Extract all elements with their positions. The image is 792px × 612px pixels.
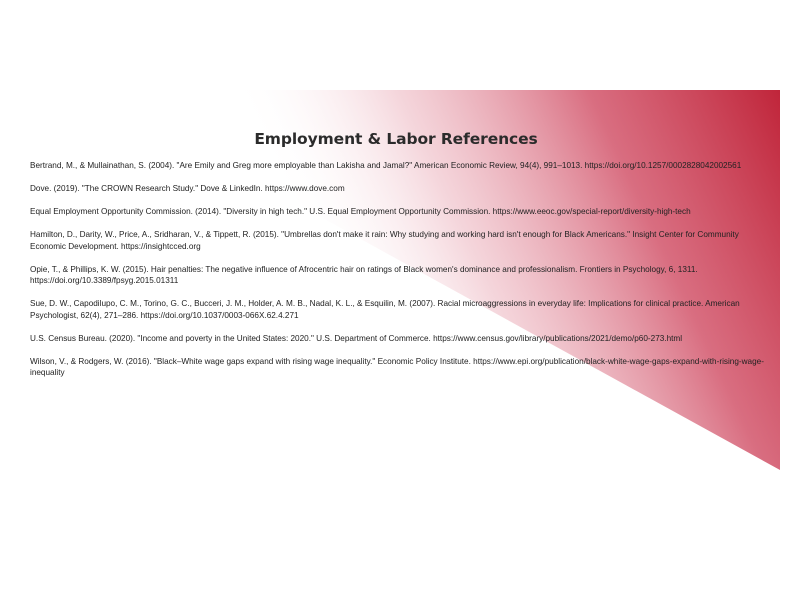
reference-item: Equal Employment Opportunity Commission. (2014). "Diversity in high tech." U.S. Equal Employment Opportunity Commission. https://www.eeoc.gov/special-report/diversity-high-tech: [30, 207, 691, 216]
reference-item: Wilson, V., & Rodgers, W. (2016). "Black–White wage gaps expand with rising wage inequality." Economic Policy Institute. https://www.epi.org/publication/black-white-wage-gaps-expand-with-rising-wage-inequality: [30, 356, 764, 377]
reference-item: Dove. (2019). "The CROWN Research Study." Dove & LinkedIn. https://www.dove.com: [30, 184, 345, 193]
reference-item: Hamilton, D., Darity, W., Price, A., Sridharan, V., & Tippett, R. (2015). "Umbrellas don't make it rain: Why studying and working hard isn't enough for Black Americans." Insight Center for Community Economic Development. https://insightcced.org: [30, 230, 739, 251]
reference-list: [30, 160, 770, 390]
page-title: Employment & Labor References: [254, 130, 538, 148]
reference-item: U.S. Census Bureau. (2020). "Income and poverty in the United States: 2020." U.S. Department of Commerce. https://www.census.gov/library/publications/2021/demo/p60-273.html: [30, 333, 683, 343]
reference-item: Bertrand, M., & Mullainathan, S. (2004). "Are Emily and Greg more employable than Lakisha and Jamal?" American Economic Review, 94(4), 991–1013. https://doi.org/10.1257/0002828042002561: [30, 161, 742, 170]
reference-item: Opie, T., & Phillips, K. W. (2015). Hair penalties: The negative influence of Afrocentric hair on ratings of Black women's dominance and professionalism. Frontiers in Psychology, 6, 1311. https://doi.org/10.3389/fpsyg.2015.01311: [30, 264, 698, 285]
reference-item: Sue, D. W., Capodilupo, C. M., Torino, G. C., Bucceri, J. M., Holder, A. M. B., Nadal, K. L., & Esquilin, M. (2007). Racial microaggressions in everyday life: Implications for clinical practice. American Psychologist, 62(4), 271–286. https://doi.org/10.1037/0003-066X.62.4.271: [30, 299, 740, 320]
